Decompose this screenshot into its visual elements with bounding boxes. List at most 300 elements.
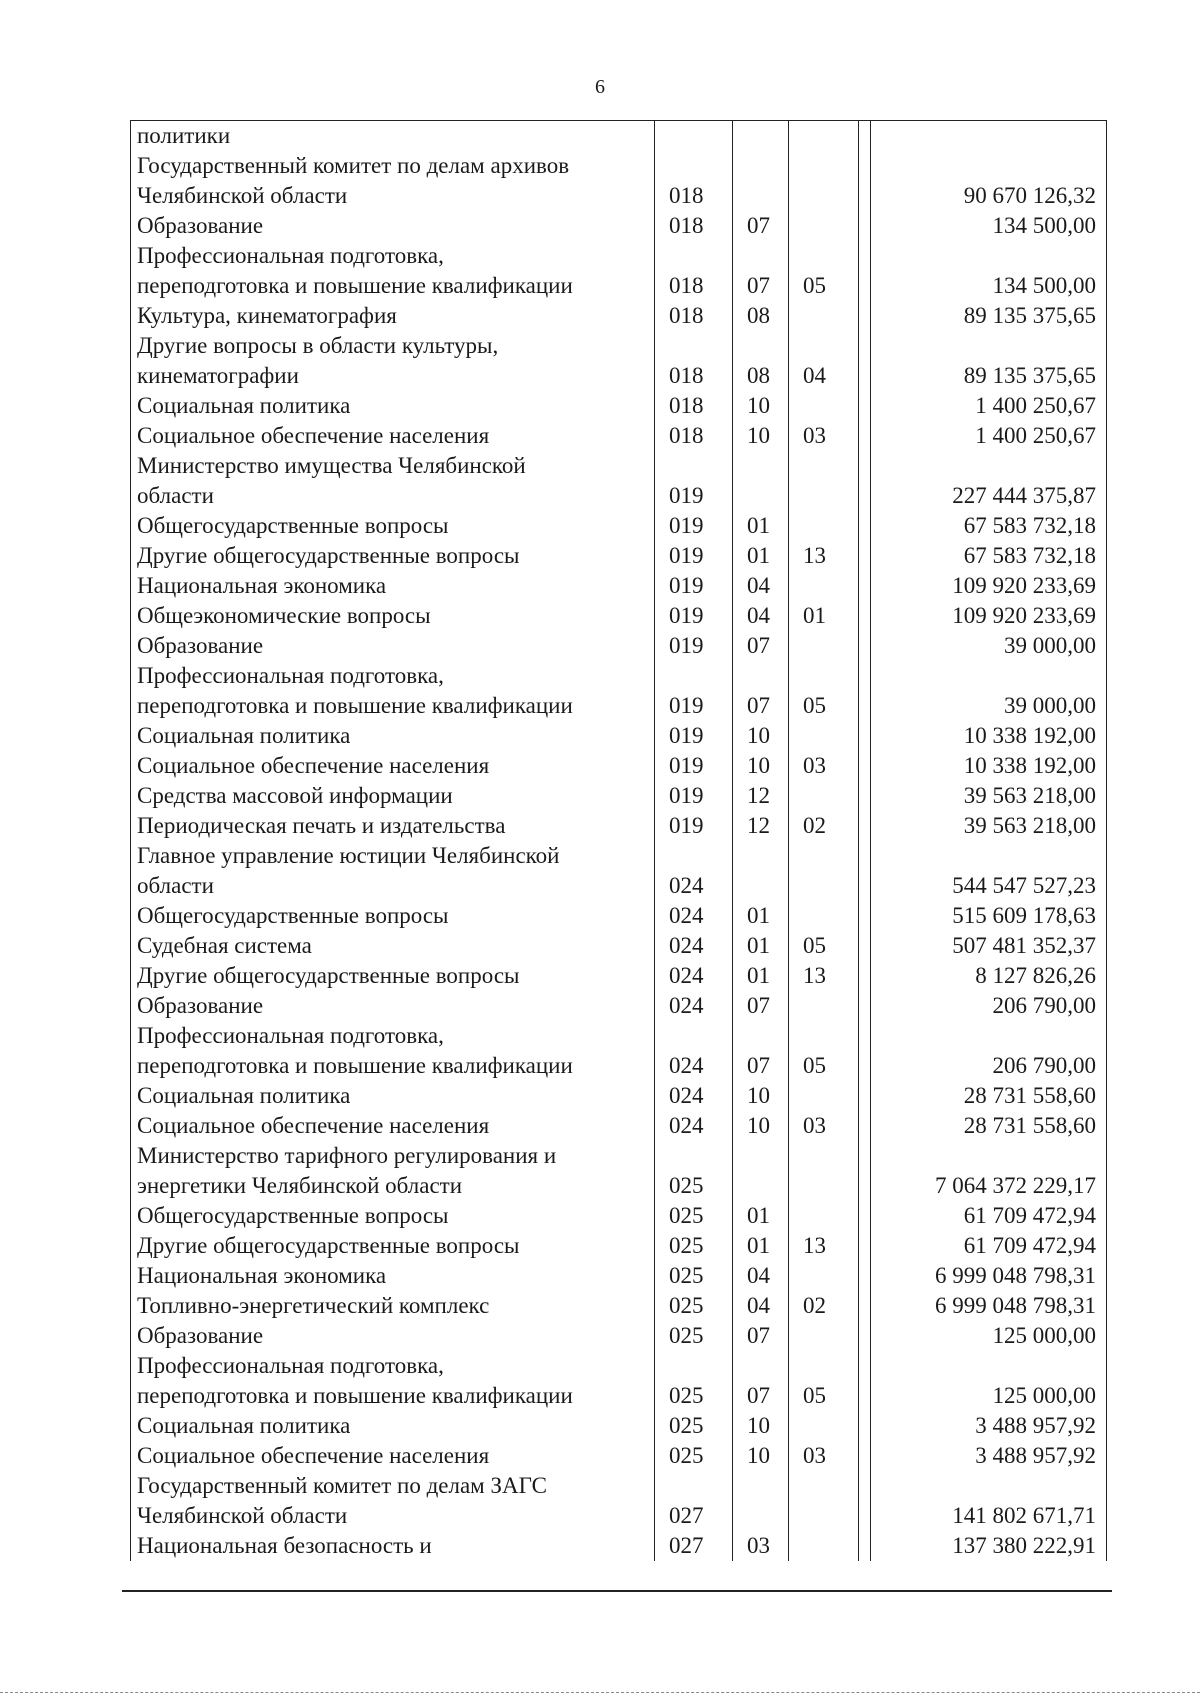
table-row	[131, 811, 1107, 841]
row-code-cell	[655, 1471, 733, 1501]
row-code-cell: 024	[655, 931, 733, 961]
row-section-cell: 01	[733, 901, 789, 931]
row-subsection-cell: 05	[789, 1051, 859, 1081]
row-name-cell: области	[131, 481, 655, 511]
row-name-cell: Другие вопросы в области культуры,	[131, 331, 655, 361]
row-subsection-cell	[789, 1531, 859, 1561]
row-amount-cell: 134 500,00	[871, 271, 1107, 301]
table-row	[131, 151, 1107, 181]
table-row	[131, 211, 1107, 241]
row-subsection-cell: 13	[789, 541, 859, 571]
row-name-cell: Социальное обеспечение населения	[131, 421, 655, 451]
row-code-cell: 025	[655, 1441, 733, 1471]
table-row	[131, 1441, 1107, 1471]
row-amount-cell	[871, 1471, 1107, 1501]
row-name-cell: Средства массовой информации	[131, 781, 655, 811]
row-section-cell: 10	[733, 1441, 789, 1471]
row-name-cell: Образование	[131, 991, 655, 1021]
row-spacer-cell	[859, 1111, 871, 1141]
row-name-cell: Социальная политика	[131, 1411, 655, 1441]
row-code-cell: 025	[655, 1291, 733, 1321]
row-code-cell: 025	[655, 1231, 733, 1261]
row-subsection-cell	[789, 511, 859, 541]
row-section-cell: 01	[733, 1201, 789, 1231]
row-name-cell: Национальная безопасность и	[131, 1531, 655, 1561]
row-name-cell: переподготовка и повышение квалификации	[131, 1381, 655, 1411]
row-code-cell: 027	[655, 1531, 733, 1561]
row-code-cell: 025	[655, 1411, 733, 1441]
row-code-cell: 018	[655, 391, 733, 421]
row-amount-cell	[871, 1351, 1107, 1381]
row-subsection-cell: 01	[789, 601, 859, 631]
table-row	[131, 481, 1107, 511]
row-amount-cell: 125 000,00	[871, 1381, 1107, 1411]
table-row	[131, 1411, 1107, 1441]
row-amount-cell: 141 802 671,71	[871, 1501, 1107, 1531]
row-section-cell: 07	[733, 691, 789, 721]
row-spacer-cell	[859, 571, 871, 601]
row-amount-cell: 61 709 472,94	[871, 1201, 1107, 1231]
row-subsection-cell	[789, 1141, 859, 1171]
row-spacer-cell	[859, 1471, 871, 1501]
row-code-cell: 018	[655, 361, 733, 391]
row-section-cell	[733, 1351, 789, 1381]
row-amount-cell: 1 400 250,67	[871, 421, 1107, 451]
row-section-cell: 07	[733, 1381, 789, 1411]
row-section-cell	[733, 1471, 789, 1501]
row-code-cell: 018	[655, 421, 733, 451]
row-section-cell	[733, 331, 789, 361]
row-name-cell: Периодическая печать и издательства	[131, 811, 655, 841]
row-code-cell	[655, 331, 733, 361]
table-row	[131, 1501, 1107, 1531]
row-code-cell: 018	[655, 181, 733, 211]
row-section-cell	[733, 451, 789, 481]
row-subsection-cell: 03	[789, 421, 859, 451]
row-spacer-cell	[859, 1321, 871, 1351]
row-section-cell: 07	[733, 631, 789, 661]
row-subsection-cell	[789, 1021, 859, 1051]
row-subsection-cell	[789, 841, 859, 871]
row-name-cell: Общеэкономические вопросы	[131, 601, 655, 631]
row-code-cell: 025	[655, 1261, 733, 1291]
table-row	[131, 361, 1107, 391]
row-subsection-cell	[789, 481, 859, 511]
row-spacer-cell	[859, 721, 871, 751]
row-subsection-cell	[789, 331, 859, 361]
row-subsection-cell	[789, 211, 859, 241]
table-bottom-rule	[122, 1590, 1112, 1592]
row-spacer-cell	[859, 901, 871, 931]
row-amount-cell: 109 920 233,69	[871, 571, 1107, 601]
row-code-cell	[655, 1021, 733, 1051]
row-code-cell: 019	[655, 601, 733, 631]
row-subsection-cell: 03	[789, 1441, 859, 1471]
row-name-cell: Министерство имущества Челябинской	[131, 451, 655, 481]
row-code-cell: 019	[655, 781, 733, 811]
row-name-cell: Национальная экономика	[131, 571, 655, 601]
row-code-cell: 024	[655, 901, 733, 931]
row-section-cell	[733, 1021, 789, 1051]
row-subsection-cell	[789, 1261, 859, 1291]
row-code-cell	[655, 1351, 733, 1381]
row-code-cell: 019	[655, 541, 733, 571]
budget-table	[130, 120, 1107, 1561]
table-row	[131, 1141, 1107, 1171]
row-amount-cell: 28 731 558,60	[871, 1081, 1107, 1111]
row-amount-cell: 61 709 472,94	[871, 1231, 1107, 1261]
row-section-cell: 10	[733, 1081, 789, 1111]
table-row	[131, 271, 1107, 301]
row-name-cell: Государственный комитет по делам ЗАГС	[131, 1471, 655, 1501]
row-spacer-cell	[859, 271, 871, 301]
row-code-cell: 018	[655, 211, 733, 241]
row-subsection-cell: 05	[789, 931, 859, 961]
row-spacer-cell	[859, 601, 871, 631]
table-row	[131, 511, 1107, 541]
row-section-cell: 07	[733, 1321, 789, 1351]
row-section-cell: 04	[733, 1261, 789, 1291]
row-subsection-cell	[789, 721, 859, 751]
row-name-cell: Социальное обеспечение населения	[131, 1441, 655, 1471]
row-name-cell: Социальная политика	[131, 721, 655, 751]
row-name-cell: политики	[131, 121, 655, 152]
row-spacer-cell	[859, 331, 871, 361]
row-subsection-cell	[789, 901, 859, 931]
table-row	[131, 1471, 1107, 1501]
row-name-cell: Государственный комитет по делам архивов	[131, 151, 655, 181]
row-section-cell	[733, 841, 789, 871]
table-row	[131, 301, 1107, 331]
row-name-cell: Другие общегосударственные вопросы	[131, 961, 655, 991]
row-section-cell: 01	[733, 1231, 789, 1261]
row-amount-cell: 39 563 218,00	[871, 811, 1107, 841]
table-row	[131, 841, 1107, 871]
row-section-cell: 10	[733, 721, 789, 751]
table-row	[131, 601, 1107, 631]
row-amount-cell: 28 731 558,60	[871, 1111, 1107, 1141]
row-section-cell	[733, 241, 789, 271]
row-subsection-cell	[789, 1081, 859, 1111]
row-amount-cell	[871, 841, 1107, 871]
row-subsection-cell	[789, 121, 859, 152]
table-row	[131, 1261, 1107, 1291]
table-row	[131, 1381, 1107, 1411]
row-amount-cell: 39 000,00	[871, 631, 1107, 661]
row-subsection-cell	[789, 781, 859, 811]
row-name-cell: Социальное обеспечение населения	[131, 1111, 655, 1141]
row-code-cell: 019	[655, 751, 733, 781]
row-amount-cell	[871, 1021, 1107, 1051]
page-footer-rule	[0, 1692, 1200, 1693]
row-code-cell: 019	[655, 721, 733, 751]
page-number: 6	[595, 76, 605, 98]
row-subsection-cell: 02	[789, 811, 859, 841]
row-code-cell	[655, 1141, 733, 1171]
budget-table-body	[131, 121, 1107, 1562]
row-spacer-cell	[859, 151, 871, 181]
table-row	[131, 751, 1107, 781]
row-spacer-cell	[859, 811, 871, 841]
row-section-cell: 08	[733, 301, 789, 331]
row-spacer-cell	[859, 871, 871, 901]
row-spacer-cell	[859, 1411, 871, 1441]
row-spacer-cell	[859, 661, 871, 691]
row-name-cell: переподготовка и повышение квалификации	[131, 691, 655, 721]
table-row	[131, 1351, 1107, 1381]
row-code-cell: 019	[655, 811, 733, 841]
row-code-cell: 025	[655, 1201, 733, 1231]
row-spacer-cell	[859, 1171, 871, 1201]
row-section-cell: 01	[733, 511, 789, 541]
row-section-cell: 10	[733, 1411, 789, 1441]
row-subsection-cell	[789, 1171, 859, 1201]
row-name-cell: Социальная политика	[131, 391, 655, 421]
row-code-cell: 024	[655, 961, 733, 991]
table-row	[131, 1171, 1107, 1201]
row-code-cell: 024	[655, 991, 733, 1021]
table-row	[131, 541, 1107, 571]
row-spacer-cell	[859, 1021, 871, 1051]
row-subsection-cell: 05	[789, 1381, 859, 1411]
row-name-cell: энергетики Челябинской области	[131, 1171, 655, 1201]
row-amount-cell: 3 488 957,92	[871, 1441, 1107, 1471]
row-name-cell: Другие общегосударственные вопросы	[131, 1231, 655, 1261]
row-name-cell: области	[131, 871, 655, 901]
row-spacer-cell	[859, 241, 871, 271]
row-spacer-cell	[859, 121, 871, 152]
row-subsection-cell	[789, 1321, 859, 1351]
table-row	[131, 871, 1107, 901]
row-spacer-cell	[859, 361, 871, 391]
row-name-cell: переподготовка и повышение квалификации	[131, 1051, 655, 1081]
table-row	[131, 721, 1107, 751]
row-code-cell: 025	[655, 1321, 733, 1351]
row-amount-cell: 109 920 233,69	[871, 601, 1107, 631]
row-amount-cell: 89 135 375,65	[871, 361, 1107, 391]
row-subsection-cell	[789, 1351, 859, 1381]
row-name-cell: Судебная система	[131, 931, 655, 961]
row-section-cell	[733, 1141, 789, 1171]
row-subsection-cell	[789, 1201, 859, 1231]
row-amount-cell: 206 790,00	[871, 991, 1107, 1021]
row-spacer-cell	[859, 451, 871, 481]
table-row	[131, 991, 1107, 1021]
row-name-cell: Топливно-энергетический комплекс	[131, 1291, 655, 1321]
row-subsection-cell	[789, 241, 859, 271]
row-amount-cell	[871, 241, 1107, 271]
row-amount-cell: 67 583 732,18	[871, 511, 1107, 541]
row-spacer-cell	[859, 181, 871, 211]
table-row	[131, 1231, 1107, 1261]
row-spacer-cell	[859, 1231, 871, 1261]
row-spacer-cell	[859, 1351, 871, 1381]
row-subsection-cell: 03	[789, 1111, 859, 1141]
row-section-cell: 10	[733, 391, 789, 421]
table-row	[131, 661, 1107, 691]
row-code-cell	[655, 151, 733, 181]
row-amount-cell: 39 563 218,00	[871, 781, 1107, 811]
row-spacer-cell	[859, 1261, 871, 1291]
row-amount-cell: 89 135 375,65	[871, 301, 1107, 331]
row-subsection-cell	[789, 1411, 859, 1441]
row-section-cell	[733, 1501, 789, 1531]
row-code-cell: 019	[655, 691, 733, 721]
table-row	[131, 1321, 1107, 1351]
table-row	[131, 781, 1107, 811]
row-subsection-cell	[789, 301, 859, 331]
row-code-cell	[655, 241, 733, 271]
table-row	[131, 931, 1107, 961]
row-name-cell: Образование	[131, 211, 655, 241]
row-subsection-cell	[789, 1501, 859, 1531]
row-section-cell: 10	[733, 421, 789, 451]
table-row	[131, 1111, 1107, 1141]
row-spacer-cell	[859, 1141, 871, 1171]
table-row	[131, 1021, 1107, 1051]
row-name-cell: кинематографии	[131, 361, 655, 391]
row-section-cell: 08	[733, 361, 789, 391]
row-name-cell: Культура, кинематография	[131, 301, 655, 331]
row-amount-cell: 137 380 222,91	[871, 1531, 1107, 1561]
row-spacer-cell	[859, 1441, 871, 1471]
row-name-cell: Профессиональная подготовка,	[131, 661, 655, 691]
row-spacer-cell	[859, 211, 871, 241]
row-spacer-cell	[859, 511, 871, 541]
table-row	[131, 331, 1107, 361]
row-subsection-cell	[789, 181, 859, 211]
row-amount-cell: 544 547 527,23	[871, 871, 1107, 901]
row-spacer-cell	[859, 421, 871, 451]
row-code-cell: 024	[655, 1111, 733, 1141]
row-name-cell: Министерство тарифного регулирования и	[131, 1141, 655, 1171]
table-row	[131, 961, 1107, 991]
row-name-cell: Образование	[131, 631, 655, 661]
row-spacer-cell	[859, 991, 871, 1021]
row-name-cell: Профессиональная подготовка,	[131, 1351, 655, 1381]
row-subsection-cell	[789, 571, 859, 601]
row-section-cell: 07	[733, 211, 789, 241]
row-section-cell	[733, 481, 789, 511]
row-code-cell: 024	[655, 1051, 733, 1081]
row-spacer-cell	[859, 961, 871, 991]
row-amount-cell: 8 127 826,26	[871, 961, 1107, 991]
row-amount-cell: 90 670 126,32	[871, 181, 1107, 211]
row-amount-cell	[871, 451, 1107, 481]
row-amount-cell: 125 000,00	[871, 1321, 1107, 1351]
row-name-cell: Образование	[131, 1321, 655, 1351]
row-spacer-cell	[859, 691, 871, 721]
row-subsection-cell: 03	[789, 751, 859, 781]
table-row	[131, 1051, 1107, 1081]
row-section-cell	[733, 181, 789, 211]
row-name-cell: Общегосударственные вопросы	[131, 511, 655, 541]
row-code-cell: 025	[655, 1381, 733, 1411]
table-row	[131, 451, 1107, 481]
row-amount-cell: 1 400 250,67	[871, 391, 1107, 421]
row-name-cell: Национальная экономика	[131, 1261, 655, 1291]
row-spacer-cell	[859, 301, 871, 331]
row-subsection-cell: 13	[789, 961, 859, 991]
row-amount-cell: 39 000,00	[871, 691, 1107, 721]
table-row	[131, 1531, 1107, 1561]
table-row	[131, 631, 1107, 661]
row-subsection-cell: 02	[789, 1291, 859, 1321]
row-subsection-cell	[789, 871, 859, 901]
row-code-cell	[655, 121, 733, 152]
row-subsection-cell	[789, 661, 859, 691]
row-section-cell: 01	[733, 541, 789, 571]
row-amount-cell: 134 500,00	[871, 211, 1107, 241]
row-section-cell	[733, 1171, 789, 1201]
row-spacer-cell	[859, 1291, 871, 1321]
row-amount-cell: 67 583 732,18	[871, 541, 1107, 571]
row-subsection-cell: 05	[789, 271, 859, 301]
row-code-cell: 024	[655, 1081, 733, 1111]
row-code-cell: 024	[655, 871, 733, 901]
row-section-cell: 01	[733, 961, 789, 991]
row-subsection-cell	[789, 451, 859, 481]
row-spacer-cell	[859, 1531, 871, 1561]
row-amount-cell: 515 609 178,63	[871, 901, 1107, 931]
table-row	[131, 181, 1107, 211]
row-amount-cell	[871, 661, 1107, 691]
table-row	[131, 1081, 1107, 1111]
row-name-cell: Общегосударственные вопросы	[131, 1201, 655, 1231]
row-spacer-cell	[859, 541, 871, 571]
row-amount-cell: 206 790,00	[871, 1051, 1107, 1081]
row-section-cell: 01	[733, 931, 789, 961]
row-spacer-cell	[859, 1381, 871, 1411]
row-subsection-cell	[789, 1471, 859, 1501]
row-spacer-cell	[859, 1201, 871, 1231]
row-spacer-cell	[859, 931, 871, 961]
row-section-cell: 04	[733, 1291, 789, 1321]
row-section-cell: 07	[733, 1051, 789, 1081]
row-subsection-cell	[789, 391, 859, 421]
table-row	[131, 691, 1107, 721]
row-code-cell: 025	[655, 1171, 733, 1201]
row-amount-cell: 227 444 375,87	[871, 481, 1107, 511]
row-subsection-cell: 13	[789, 1231, 859, 1261]
row-name-cell: Профессиональная подготовка,	[131, 241, 655, 271]
row-section-cell	[733, 121, 789, 152]
row-section-cell: 07	[733, 271, 789, 301]
row-spacer-cell	[859, 1501, 871, 1531]
row-code-cell: 018	[655, 301, 733, 331]
row-spacer-cell	[859, 391, 871, 421]
row-section-cell: 04	[733, 601, 789, 631]
row-amount-cell: 10 338 192,00	[871, 721, 1107, 751]
row-section-cell	[733, 151, 789, 181]
table-row	[131, 1291, 1107, 1321]
row-section-cell: 12	[733, 781, 789, 811]
row-amount-cell	[871, 1141, 1107, 1171]
table-row	[131, 1201, 1107, 1231]
table-row	[131, 421, 1107, 451]
row-amount-cell: 6 999 048 798,31	[871, 1291, 1107, 1321]
row-name-cell: Другие общегосударственные вопросы	[131, 541, 655, 571]
row-spacer-cell	[859, 631, 871, 661]
row-spacer-cell	[859, 841, 871, 871]
table-row	[131, 571, 1107, 601]
row-amount-cell	[871, 331, 1107, 361]
row-amount-cell	[871, 151, 1107, 181]
row-section-cell: 04	[733, 571, 789, 601]
row-name-cell: Челябинской области	[131, 1501, 655, 1531]
row-subsection-cell	[789, 991, 859, 1021]
row-spacer-cell	[859, 751, 871, 781]
